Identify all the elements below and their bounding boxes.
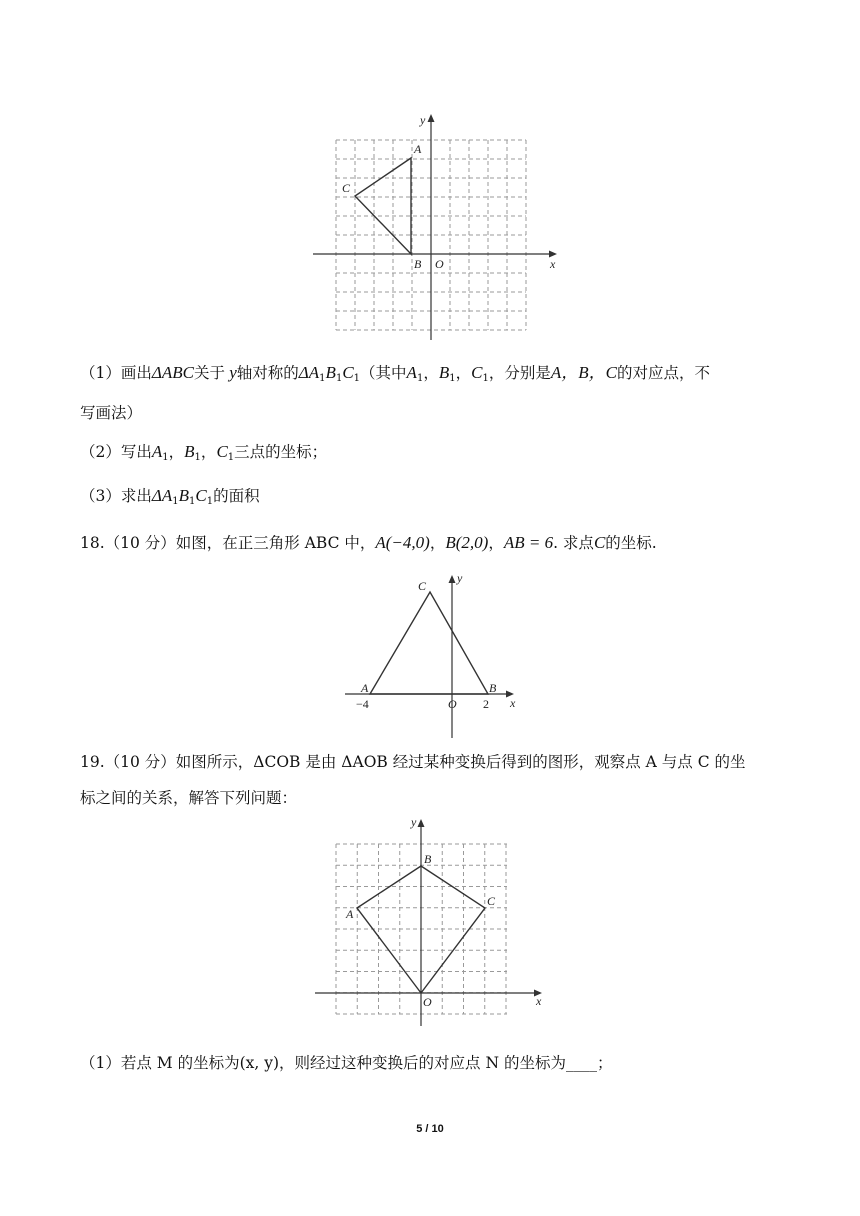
label-o: O — [435, 257, 444, 271]
label-y: y — [457, 571, 463, 585]
label-x: x — [510, 696, 516, 710]
label-o: O — [423, 995, 432, 1009]
label-y: y — [411, 815, 417, 829]
problem-17-part-3: （3）求出$\Delta A_1B_1C_1$的面积 — [80, 486, 260, 507]
label-a: A — [361, 681, 369, 695]
tick-2: 2 — [483, 697, 489, 711]
label-b: B — [489, 681, 497, 695]
page-number: 5 / 10 — [416, 1123, 444, 1135]
problem-19-line-1: 19.（10 分）如图所示，ΔCOB 是由 ΔAOB 经过某种变换后得到的图形，观察点 A 与点 C 的坐 — [80, 753, 746, 771]
problem-19-line-2: 标之间的关系，解答下列问题： — [80, 789, 298, 807]
problem-19-part-1: （1）若点 M 的坐标为(x, y)，则经过这种变换后的对应点 N 的坐标为____； — [80, 1054, 613, 1072]
label-a: A — [414, 142, 422, 156]
tick-minus-4: −4 — [356, 697, 369, 711]
label-o: O — [448, 697, 457, 711]
problem-18-text: 18.（10 分）如图，在正三角形 ABC 中，A(−4,0)，B(2,0)，AB = 6. 求点C的坐标. — [80, 533, 657, 552]
label-c: C — [418, 579, 427, 593]
label-x: x — [550, 257, 556, 271]
problem-17-part-1: （1）画出ΔABC关于 y轴对称的$\Delta A_1B_1C_1$（其中$A_1$，$B_1$，$C_1$，分别是A，B，C的对应点，不 — [80, 363, 710, 384]
label-x: x — [536, 994, 542, 1008]
y-axis-arrow — [418, 819, 425, 827]
label-a: A — [346, 907, 354, 921]
label-c: C — [342, 181, 351, 195]
problem-17-part-1-line2: 写画法） — [80, 404, 143, 422]
label-y: y — [420, 113, 426, 127]
label-c: C — [487, 894, 496, 908]
label-b: B — [414, 257, 422, 271]
problem-17-part-2: （2）写出$A_1$，$B_1$，$C_1$三点的坐标； — [80, 442, 328, 463]
label-b: B — [424, 852, 432, 866]
